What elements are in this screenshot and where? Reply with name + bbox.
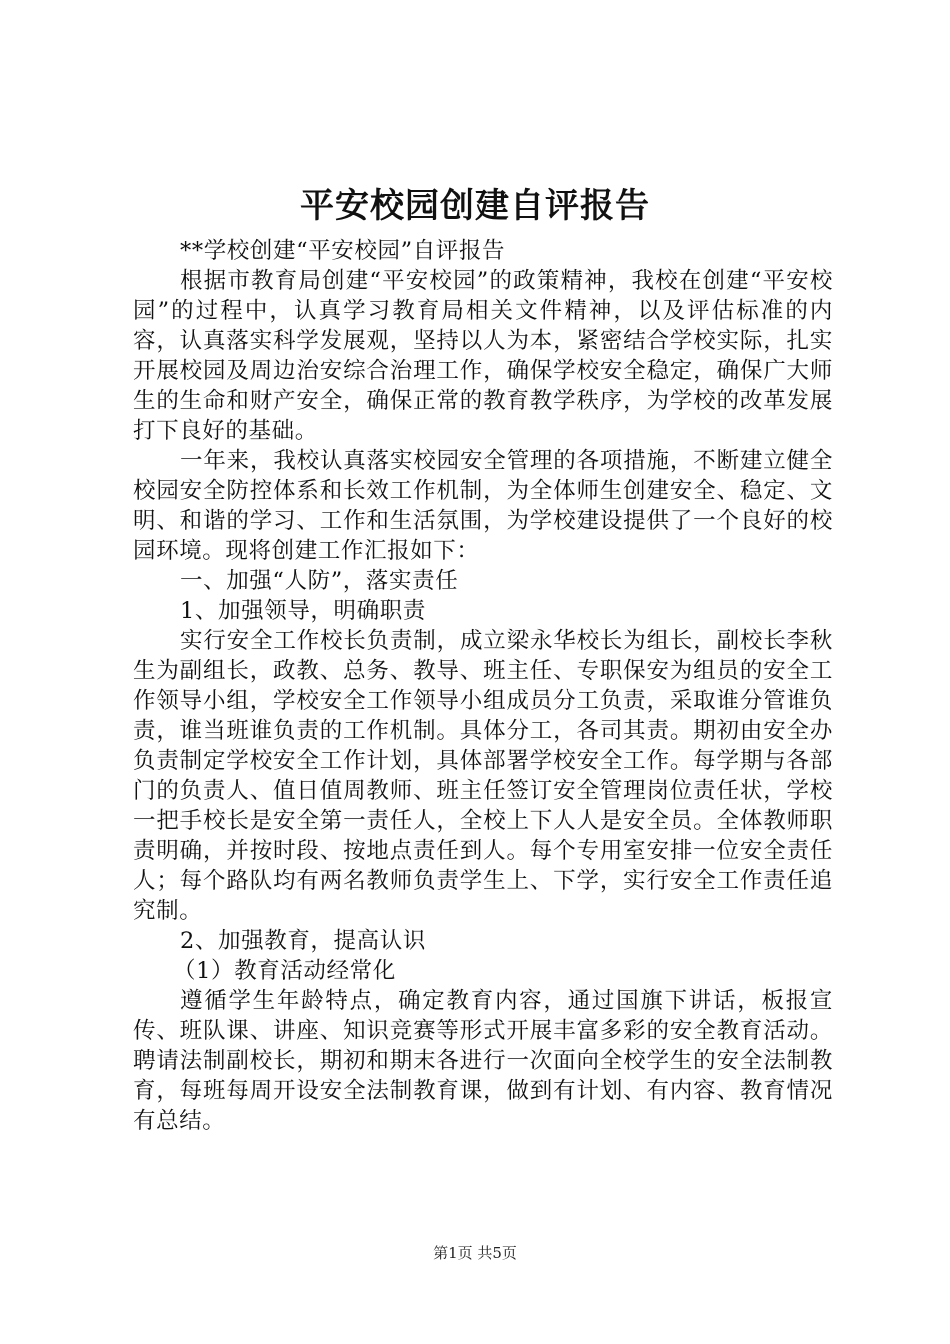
- subsection-heading-2: 2、加强教育，提高认识: [180, 928, 426, 954]
- paragraph-intro: 根据市教育局创建“平安校园”的政策精神，我校在创建“平安校园”的过程中，认真学习教育局相关文件精神，以及评估标准的内容，认真落实科学发展观，坚持以人为本，紧密结合学校实际，扎实开展校园及周边治安综合治理工作，确保学校安全稳定，确保广大师生的生命和财产安全，确保正常的教育教学秩序，为学校的改革发展打下良好的基础。: [133, 268, 833, 444]
- paragraph-overview: 一年来，我校认真落实校园安全管理的各项措施，不断建立健全校园安全防控体系和长效工作机制，为全体师生创建安全、稳定、文明、和谐的学习、工作和生活氛围，为学校建设提供了一个良好的校园环境。现将创建工作汇报如下：: [133, 448, 833, 564]
- subsection-heading-1: 1、加强领导，明确职责: [180, 598, 426, 624]
- report-subtitle: **学校创建“平安校园”自评报告: [180, 238, 506, 264]
- subsection-heading-2-1: （1）教育活动经常化: [173, 958, 396, 984]
- page-number-footer: 第1页 共5页: [433, 1244, 517, 1262]
- document-body: [133, 236, 833, 1136]
- section-heading-1: 一、加强“人防”，落实责任: [180, 568, 459, 594]
- document-title: 平安校园创建自评报告: [300, 186, 650, 226]
- paragraph-education: 遵循学生年龄特点，确定教育内容，通过国旗下讲话，板报宣传、班队课、讲座、知识竞赛等形式开展丰富多彩的安全教育活动。聘请法制副校长，期初和期末各进行一次面向全校学生的安全法制教育，每班每周开设安全法制教育课，做到有计划、有内容、教育情况有总结。: [133, 988, 833, 1134]
- paragraph-leadership: 实行安全工作校长负责制，成立梁永华校长为组长，副校长李秋生为副组长，政教、总务、教导、班主任、专职保安为组员的安全工作领导小组，学校安全工作领导小组成员分工负责，采取谁分管谁负责，谁当班谁负责的工作机制。具体分工，各司其责。期初由安全办负责制定学校安全工作计划，具体部署学校安全工作。每学期与各部门的负责人、值日值周教师、班主任签订安全管理岗位责任状，学校一把手校长是安全第一责任人，全校上下人人是安全员。全体教师职责明确，并按时段、按地点责任到人。每个专用室安排一位安全责任人；每个路队均有两名教师负责学生上、下学，实行安全工作责任追究制。: [133, 628, 833, 924]
